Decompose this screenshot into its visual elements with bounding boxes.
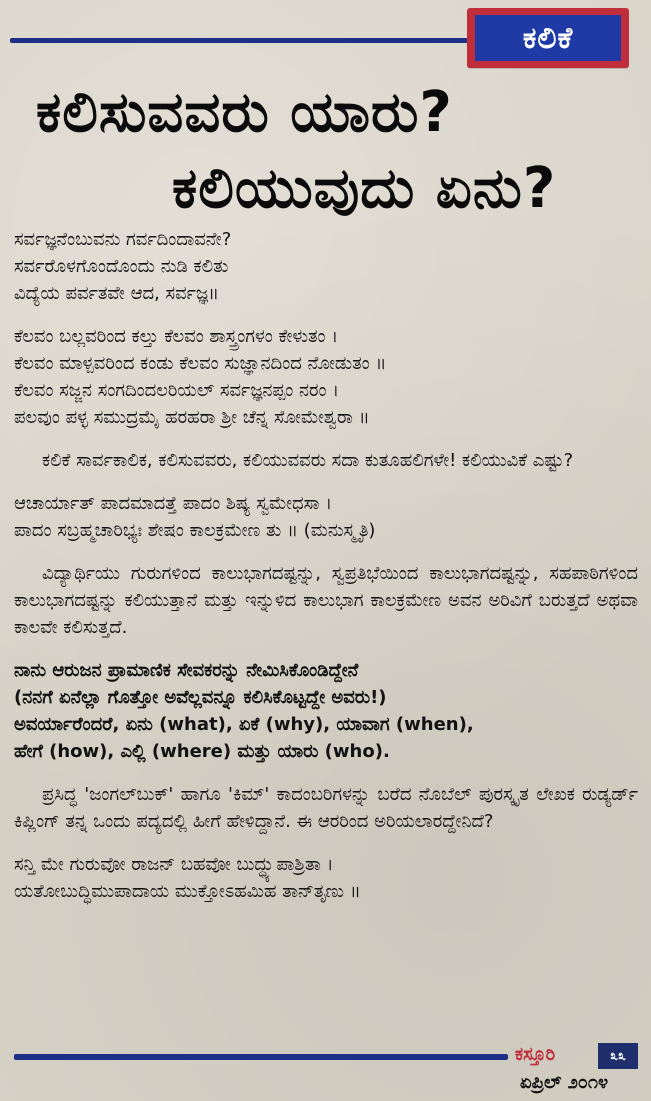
article-body xyxy=(14,226,644,1046)
page-number: ೩೩ xyxy=(598,1043,638,1069)
list-line-3: ಅವರ್ಯಾರೆಂದರೆ, ಏನು (what), ಏಕೆ (why), ಯಾವಾಗ (when), xyxy=(14,714,474,735)
spacer xyxy=(14,474,644,490)
verse-2 xyxy=(14,323,644,431)
verse-3 xyxy=(14,490,644,544)
bottom-rule xyxy=(14,1054,508,1060)
spacer xyxy=(14,307,644,323)
spacer xyxy=(14,835,644,851)
verse-3-line-1: ಆಚಾರ್ಯಾತ್ ಪಾದಮಾದತ್ತೆ ಪಾದಂ ಶಿಷ್ಯ ಸ್ವಮೇಧಸಾ । xyxy=(14,493,333,514)
list-line-4: ಹೇಗೆ (how), ಎಲ್ಲಿ (where) ಮತ್ತು ಯಾರು (who). xyxy=(14,741,390,762)
verse-2-line-1: ಕೆಲವಂ ಬಲ್ಲವರಿಂದ ಕಲ್ತು ಕೆಲವಂ ಶಾಸ್ತ್ರಂಗಳಂ ಕೇಳುತಂ । xyxy=(14,326,339,347)
verse-2-line-4: ಪಲವುಂ ಪಳ್ಳ ಸಮುದ್ರಮೈ ಹರಹರಾ ಶ್ರೀ ಚೆನ್ನ ಸೋಮೇಶ್ವರಾ ॥ xyxy=(14,407,370,428)
six-servants-list xyxy=(14,657,644,765)
paragraph-1: ಕಲಿಕೆ ಸಾರ್ವಕಾಲಿಕ, ಕಲಿಸುವವರು, ಕಲಿಯುವವರು ಸದಾ ಕುತೂಹಲಿಗಳೇ! ಕಲಿಯುವಿಕೆ ಎಷ್ಟು? xyxy=(42,450,574,471)
list-line-1: ನಾನು ಆರುಜನ ಪ್ರಾಮಾಣಿಕ ಸೇವಕರನ್ನು ನೇಮಿಸಿಕೊಂಡಿದ್ದೇನೆ xyxy=(14,660,359,681)
spacer xyxy=(14,765,644,781)
issue-date: ಏಪ್ರಿಲ್ ೨೦೧೪ xyxy=(520,1072,609,1093)
verse-2-line-3: ಕೆಲವಂ ಸಜ್ಜನ ಸಂಗದಿಂದಲರಿಯಲ್ ಸರ್ವಜ್ಞನಪ್ಪಂ ನರಂ । xyxy=(14,380,340,401)
verse-1-line-1: ಸರ್ವಜ್ಞನೆಂಬುವನು ಗರ್ವದಿಂದಾವನೇ? xyxy=(14,229,232,250)
top-rule xyxy=(10,38,476,43)
spacer xyxy=(14,431,644,447)
section-tab-inner xyxy=(475,15,621,61)
verse-1-line-2: ಸರ್ವರೊಳಗೊಂದೊಂದು ನುಡಿ ಕಲಿತು xyxy=(14,256,229,277)
verse-4 xyxy=(14,851,644,905)
verse-4-line-1: ಸನ್ತಿ ಮೇ ಗುರುವೋ ರಾಜನ್ ಬಹವೋ ಬುದ್ಧ್ಯುಪಾಶ್ರಿತಾ । xyxy=(14,854,334,875)
verse-3-line-2: ಪಾದಂ ಸಬ್ರಹ್ಮಚಾರಿಭ್ಯಃ ಶೇಷಂ ಕಾಲಕ್ರಮೇಣ ತು ॥ (ಮನುಸ್ಮೃತಿ) xyxy=(14,520,376,541)
list-line-2: (ನನಗೆ ಏನೆಲ್ಲಾ ಗೊತ್ತೋ ಅವೆಲ್ಲವನ್ನೂ ಕಲಿಸಿಕೊಟ್ಟದ್ದೇ ಅವರು!) xyxy=(14,687,387,708)
verse-2-line-2: ಕೆಲವಂ ಮಾಳ್ಪವರಿಂದ ಕಂಡು ಕೆಲವಂ ಸುಜ್ಞಾನದಿಂದ ನೋಡುತಂ ॥ xyxy=(14,353,387,374)
title-line-1: ಕಲಿಸುವವರು ಯಾರು? xyxy=(36,80,453,145)
verse-1 xyxy=(14,226,644,307)
paragraph-2: ವಿದ್ಯಾರ್ಥಿಯು ಗುರುಗಳಿಂದ ಕಾಲುಭಾಗದಷ್ಟನ್ನು, ಸ್ವಪ್ರತಿಭೆಯಿಂದ ಕಾಲುಭಾಗದಷ್ಟನ್ನು, ಸಹಪಾಠಿಗಳಿಂದ ಕಾಲುಭಾಗದಷ್ಟನ್ನು ಕಲಿಯುತ್ತಾನೆ ಮತ್ತು ಇನ್ನುಳಿದ ಕಾಲುಭಾಗ ಕಾಲಕ್ರಮೇಣ ಅವನ ಅರಿವಿಗೆ ಬರುತ್ತದೆ ಅಥವಾ ಕಾಲವೇ ಕಲಿಸುತ್ತದೆ. xyxy=(14,563,638,638)
section-label: ಕಲಿಕೆ xyxy=(522,20,574,56)
section-tab xyxy=(467,8,629,68)
spacer xyxy=(14,544,644,560)
verse-1-line-3: ವಿದ್ಯೆಯ ಪರ್ವತವೇ ಆದ, ಸರ್ವಜ್ಞ॥ xyxy=(14,283,219,304)
paragraph-3: ಪ್ರಸಿದ್ಧ 'ಜಂಗಲ್‌ಬುಕ್' ಹಾಗೂ 'ಕಿಮ್' ಕಾದಂಬರಿಗಳನ್ನು ಬರೆದ ನೊಬೆಲ್ ಪುರಸ್ಕೃತ ಲೇಖಕ ರುಡ್ಯರ್ಡ್ ಕಿಪ್ಲಿಂಗ್ ತನ್ನ ಒಂದು ಪದ್ಯದಲ್ಲಿ ಹೀಗೆ ಹೇಳಿದ್ದಾನೆ. ಈ ಆರರಿಂದ ಅರಿಯಲಾರದ್ದೇನಿದೆ? xyxy=(14,784,638,832)
verse-4-line-2: ಯತೋಬುದ್ಧಿಮುಪಾದಾಯ ಮುಕ್ತೋಽಹಮಿಹ ತಾನ್‌ತೃಣು ॥ xyxy=(14,881,361,902)
spacer xyxy=(14,641,644,657)
title-line-2: ಕಲಿಯುವುದು ಏನು? xyxy=(172,156,557,221)
article-title xyxy=(0,75,651,225)
magazine-brand: ಕಸ್ತೂರಿ xyxy=(515,1044,556,1065)
